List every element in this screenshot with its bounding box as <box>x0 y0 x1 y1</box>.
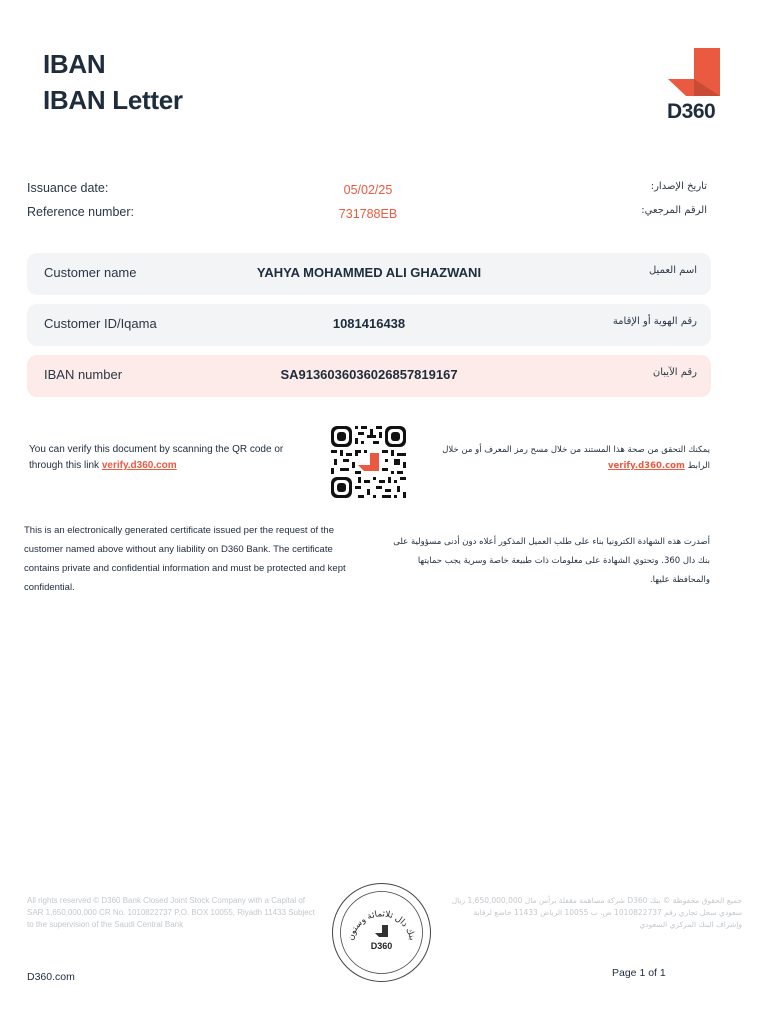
verify-link-en[interactable]: verify.d360.com <box>101 460 177 471</box>
title-line-2: IBAN Letter <box>43 85 183 115</box>
legal-footer-ar: جميع الحقوق محفوظة © بنك D360 شركة مساهمة مقفلة برأس مال 1,650,000,000 ريال سعودي سجل تجاري رقم 1010822737 ص. ب 10055 الرياض 11433 خاضع لرقابة وإشراف البنك المركزي السعودي <box>451 896 742 929</box>
certificate-notice-ar: أصدرت هذه الشهادة الكترونيا بناء على طلب العميل المذكور أعلاه دون أدنى مسؤولية على بنك دال 360. وتحتوي الشهادة على معلومات ذات طبيعة خاصة وسرية يجب حمايتها والمحافظة عليها. <box>393 537 710 585</box>
reference-number-row <box>27 205 711 225</box>
customer-id-card <box>27 304 711 346</box>
verify-link-ar[interactable]: verify.d360.com <box>607 461 685 471</box>
iban-card <box>27 355 711 397</box>
verify-text-ar <box>430 442 710 474</box>
certificate-notice-en: This is an electronically generated certificate issued per the request of the customer named above without any liability on D360 Bank. The certificate contains private and confidential information and must be protected and kept confidential. <box>24 525 346 593</box>
customer-id-value: 1081416438 <box>332 316 406 331</box>
title-line-1: IBAN <box>43 49 106 79</box>
customer-name-label: Customer name <box>44 265 137 280</box>
bank-stamp-icon <box>331 882 432 983</box>
website-label: D360.com <box>27 971 75 983</box>
stamp-logo-text: D360 <box>370 941 393 951</box>
verify-instructions-en: You can verify this document by scanning the QR code or through this link <box>29 444 284 471</box>
customer-name-value: YAHYA MOHAMMED ALI GHAZWANI <box>256 265 482 280</box>
customer-name-card <box>27 253 711 295</box>
customer-name-label-ar: اسم العميل <box>648 265 697 276</box>
verify-instructions-ar: يمكنك التحقق من صحة هذا المستند من خلال مسح رمز المعرف أو من خلال الرابط <box>442 445 710 471</box>
customer-id-label: Customer ID/Iqama <box>44 316 157 331</box>
iban-label-ar: رقم الآيبان <box>652 367 697 378</box>
legal-footer-en: All rights reserved © D360 Bank Closed Joint Stock Company with a Capital of SAR 1,650,000,000 CR No. 1010822737 P.O. BOX 10055, Riyadh 11433 Subject to the supervision of the Saudi Central Bank <box>27 896 315 929</box>
iban-value: SA9136036036026857819167 <box>280 367 458 382</box>
qr-code-icon <box>331 426 406 498</box>
issuance-date-row <box>27 181 711 201</box>
iban-label: IBAN number <box>44 367 123 382</box>
reference-number-label-ar: الرقم المرجعي: <box>641 205 707 216</box>
reference-number-value: 731788EB <box>338 207 398 221</box>
issuance-date-label-ar: تاريخ الإصدار: <box>650 181 707 192</box>
issuance-date-label: Issuance date: <box>27 181 109 195</box>
reference-number-label: Reference number: <box>27 205 135 219</box>
verify-text-en <box>29 442 319 474</box>
stamp-arc-text: بنك دال ثلاثمائة وستون <box>345 909 418 942</box>
issuance-date-value: 05/02/25 <box>343 183 393 197</box>
logo-wordmark: D360 <box>667 100 716 123</box>
customer-id-label-ar: رقم الهوية أو الإقامة <box>612 316 697 327</box>
page-number: Page 1 of 1 <box>612 967 666 979</box>
document-title <box>43 46 183 118</box>
